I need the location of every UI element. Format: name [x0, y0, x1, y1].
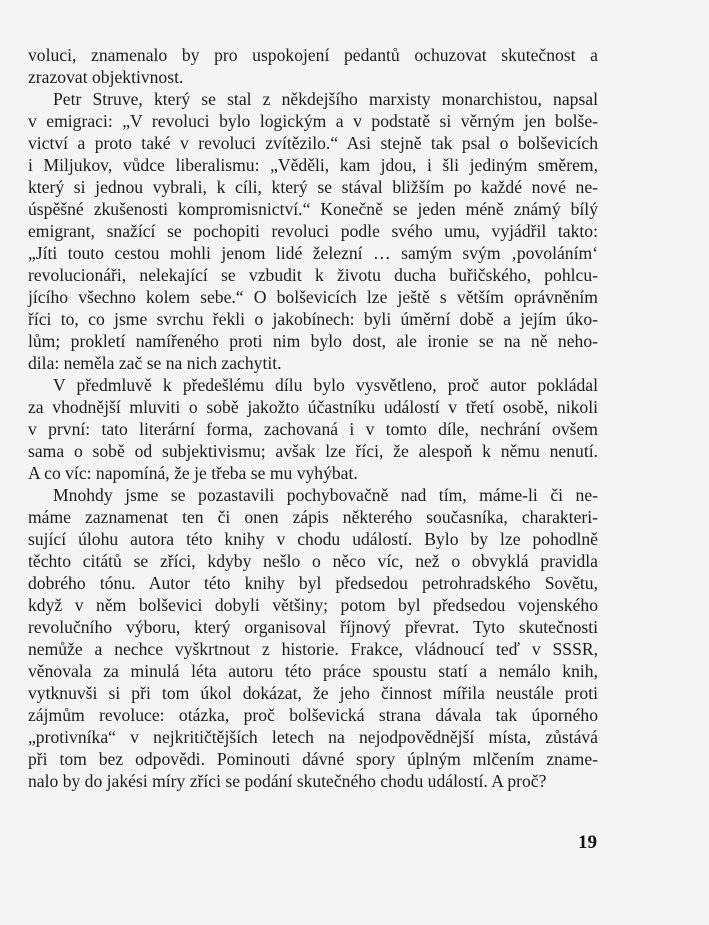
text-line: za vhodnější mluviti o sobě jakožto účastníku událostí v třetí osobě, nikoli — [28, 397, 598, 417]
text-line: v emigraci: „V revoluci bylo logickým a v podstatě si věrným jen bolše- — [28, 111, 598, 131]
text-line: „protivníka“ v nejkritičtějších letech na nejodpovědnější místa, zůstává — [28, 727, 598, 747]
page-body-text — [28, 44, 598, 792]
text-line: A co víc: napomíná, že je třeba se mu vyhýbat. — [28, 463, 358, 483]
text-line: při tom bez odpovědi. Pominouti dávné spory úplným mlčením zname- — [28, 749, 598, 769]
text-line: i Miljukov, vůdce liberalismu: „Věděli, kam jdou, i šli jediným směrem, — [28, 155, 598, 175]
text-line: sama o sobě od subjektivismu; avšak lze říci, že alespoň k němu nenutí. — [28, 441, 598, 461]
text-line: jícího všechno kolem sebe.“ O bolševicích lze ještě s větším oprávněním — [28, 287, 598, 307]
paragraph — [28, 88, 598, 374]
text-line: který si jednou vybrali, k cíli, který se stával bližším po každé nové ne- — [28, 177, 598, 197]
text-line: zájmům revoluce: otázka, proč bolševická strana dávala tak úporného — [28, 705, 598, 725]
text-line: Mnohdy jsme se pozastavili pochybovačně nad tím, máme-li či ne- — [53, 485, 598, 505]
text-line: těchto citátů se zříci, kdyby nešlo o něco víc, než o obvyklá pravidla — [28, 551, 598, 571]
text-line: revolucionáři, nelekající se vzbudit k životu ducha buřičského, pohlcu- — [28, 265, 598, 285]
text-line: „Jíti touto cestou mohli jenom lidé železní … samým svým ‚povoláním‘ — [28, 243, 598, 263]
text-line: věnovala za minulá léta autoru této práce spoustu statí a nemálo knih, — [28, 661, 598, 681]
text-line: dila: neměla zač se na nich zachytit. — [28, 353, 282, 373]
paragraph — [28, 44, 598, 88]
text-line: zrazovat objektivnost. — [28, 67, 184, 87]
text-line: V předmluvě k předešlému dílu bylo vysvětleno, proč autor pokládal — [53, 375, 598, 395]
text-line: voluci, znamenalo by pro uspokojení pedantů ochuzovat skutečnost a — [28, 45, 598, 65]
text-line: lům; prokletí namířeného proti nim bylo dost, ale ironie se na ně neho- — [28, 331, 598, 351]
text-line: máme zaznamenat ten či onen zápis některého současníka, charakteri- — [28, 507, 598, 527]
text-line: Petr Struve, který se stal z někdejšího marxisty monarchistou, napsal — [53, 89, 598, 109]
text-line: nemůže a nechce vyškrtnout z historie. Frakce, vládnoucí teď v SSSR, — [28, 639, 598, 659]
paragraph — [28, 374, 598, 484]
paragraph — [28, 484, 598, 792]
text-line: dobrého tónu. Autor této knihy byl předsedou petrohradského Sovětu, — [28, 573, 598, 593]
page-number: 19 — [578, 832, 597, 853]
text-line: úspěšné zkušenosti kompromisnictví.“ Konečně se jeden méně známý bílý — [28, 199, 598, 219]
text-line: vytknuvši si při tom úkol dokázat, že jeho činnost mířila neustále proti — [28, 683, 598, 703]
text-line: v první: tato literární forma, zachovaná i v tomto díle, nechrání ovšem — [28, 419, 598, 439]
text-line: emigrant, snažící se pochopiti revoluci podle svého umu, vyjádřil takto: — [28, 221, 598, 241]
text-line: victví a proto také v revoluci zvítězilo.“ Asi stejně tak psal o bolševicích — [28, 133, 598, 153]
text-line: když v něm bolševici dobyli většiny; potom byl předsedou vojenského — [28, 595, 598, 615]
text-line: revolučního výboru, který organisoval říjnový převrat. Tyto skutečnosti — [28, 617, 598, 637]
text-line: nalo by do jakési míry zříci se podání skutečného chodu událostí. A proč? — [28, 771, 547, 791]
text-line: říci to, co jsme svrchu řekli o jakobínech: byli úměrní době a jejím úko- — [28, 309, 598, 329]
text-line: sující úlohu autora této knihy v chodu událostí. Bylo by lze pohodlně — [28, 529, 598, 549]
